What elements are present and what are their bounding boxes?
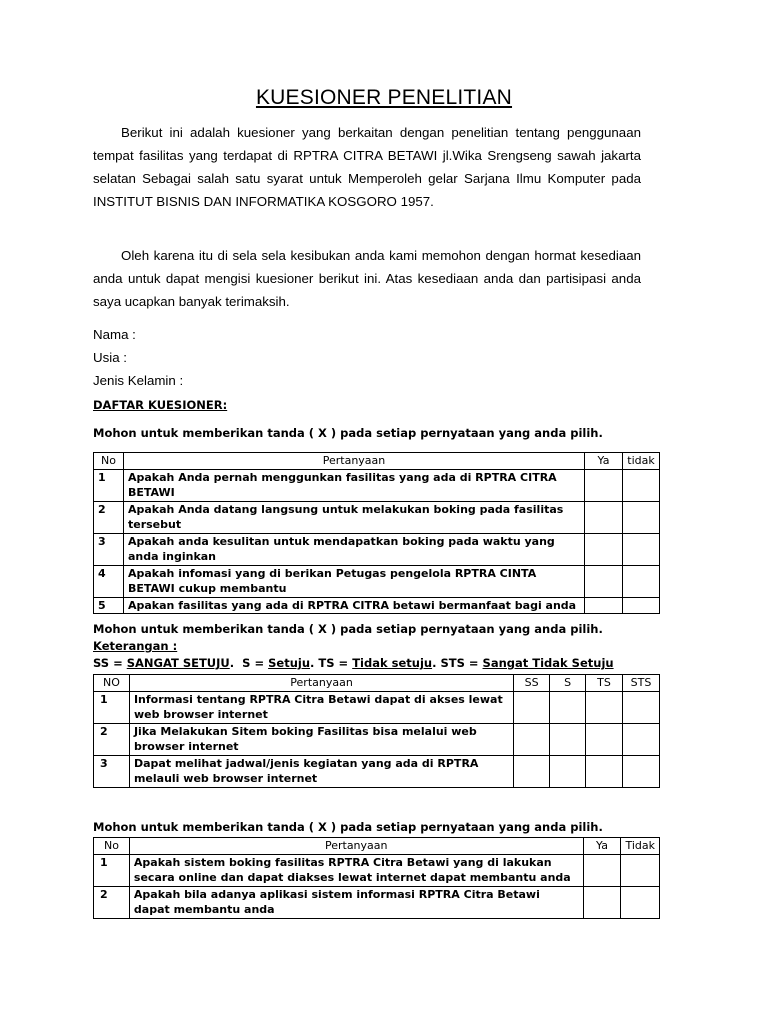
row-number: 3	[94, 755, 130, 787]
question-text: Apakah Anda pernah menggunkan fasilitas yang ada di RPTRA CITRA BETAWI	[123, 469, 584, 501]
table-row	[94, 469, 660, 501]
instruction-3: Mohon untuk memberikan tanda ( X ) pada setiap pernyataan yang anda pilih.	[93, 820, 603, 834]
table-row	[94, 501, 660, 533]
table-row	[94, 533, 660, 565]
header-yes: Ya	[583, 838, 621, 855]
answer-no-cell[interactable]	[622, 565, 659, 597]
legend-s-abbr: S	[242, 656, 251, 670]
table-row	[94, 597, 660, 614]
table-row	[94, 565, 660, 597]
answer-sts-cell[interactable]	[622, 755, 659, 787]
row-number: 1	[94, 691, 130, 723]
row-number: 2	[94, 501, 124, 533]
request-paragraph: Oleh karena itu di sela sela kesibukan anda kami memohon dengan hormat kesediaan anda untuk dapat mengisi kuesioner berikut ini. Atas kesediaan anda dan partisipasi anda saya ucapkan banyak terimaksih.	[93, 248, 641, 309]
header-yes: Ya	[585, 453, 623, 470]
answer-sts-cell[interactable]	[622, 723, 659, 755]
answer-s-cell[interactable]	[550, 723, 586, 755]
header-question: Pertanyaan	[129, 838, 583, 855]
table-row	[94, 854, 660, 886]
intro-paragraph: Berikut ini adalah kuesioner yang berkaitan dengan penelitian tentang penggunaan tempat fasilitas yang terdapat di RPTRA CITRA BETAWI jl.Wika Srengseng sawah jakarta selatan Sebagai salah satu syarat untuk Memperoleh gelar Sarjana Ilmu Komputer pada INSTITUT BISNIS DAN INFORMATIKA KOSGORO 1957.	[93, 125, 641, 209]
answer-yes-cell[interactable]	[583, 886, 621, 918]
table-row	[94, 755, 660, 787]
answer-no-cell[interactable]	[621, 886, 660, 918]
table-header-row	[94, 838, 660, 855]
legend-label: Keterangan :	[93, 639, 178, 653]
header-ss: SS	[514, 675, 550, 692]
header-no: No	[94, 838, 130, 855]
answer-sts-cell[interactable]	[622, 691, 659, 723]
row-number: 5	[94, 597, 124, 614]
header-no: NO	[94, 675, 130, 692]
answer-s-cell[interactable]	[550, 691, 586, 723]
table-header-row	[94, 453, 660, 470]
yes-no-table-1	[93, 452, 660, 614]
table-header-row	[94, 675, 660, 692]
likert-table	[93, 674, 660, 788]
page-title: KUESIONER PENELITIAN	[255, 86, 513, 109]
header-no-answer: Tidak	[621, 838, 660, 855]
question-text: Apakah bila adanya aplikasi sistem informasi RPTRA Citra Betawi dapat membantu anda	[129, 886, 583, 918]
question-text: Apakah Anda datang langsung untuk melakukan boking pada fasilitas tersebut	[123, 501, 584, 533]
legend-ss-text: SANGAT SETUJU	[126, 656, 230, 670]
header-sts: STS	[622, 675, 659, 692]
row-number: 1	[94, 854, 130, 886]
answer-ts-cell[interactable]	[586, 755, 623, 787]
legend-ts-abbr: TS	[318, 656, 335, 670]
legend-s-text: Setuju	[268, 656, 311, 670]
age-field-label: Usia :	[93, 350, 127, 365]
list-heading: DAFTAR KUESIONER:	[93, 398, 228, 412]
answer-no-cell[interactable]	[622, 469, 659, 501]
answer-yes-cell[interactable]	[585, 501, 623, 533]
legend-line: SS = SANGAT SETUJU. S = Setuju. TS = Tidak setuju. STS = Sangat Tidak Setuju	[93, 656, 614, 670]
question-text: Informasi tentang RPTRA Citra Betawi dapat di akses lewat web browser internet	[129, 691, 513, 723]
row-number: 4	[94, 565, 124, 597]
header-question: Pertanyaan	[123, 453, 584, 470]
question-text: Apakah infomasi yang di berikan Petugas pengelola RPTRA CINTA BETAWI cukup membantu	[123, 565, 584, 597]
yes-no-table-2	[93, 837, 660, 919]
table-row	[94, 886, 660, 918]
question-text: Jika Melakukan Sitem boking Fasilitas bisa melalui web browser internet	[129, 723, 513, 755]
header-s: S	[550, 675, 586, 692]
answer-yes-cell[interactable]	[585, 565, 623, 597]
header-question: Pertanyaan	[129, 675, 513, 692]
legend-ts-text: Tidak setuju	[352, 656, 433, 670]
instruction-2: Mohon untuk memberikan tanda ( X ) pada setiap pernyataan yang anda pilih.	[93, 622, 603, 636]
answer-no-cell[interactable]	[622, 501, 659, 533]
answer-ts-cell[interactable]	[586, 723, 623, 755]
header-no: No	[94, 453, 124, 470]
table-row	[94, 691, 660, 723]
header-no-answer: tidak	[622, 453, 659, 470]
answer-no-cell[interactable]	[621, 854, 660, 886]
row-number: 2	[94, 723, 130, 755]
answer-yes-cell[interactable]	[583, 854, 621, 886]
row-number: 3	[94, 533, 124, 565]
legend-sts-abbr: STS	[440, 656, 465, 670]
question-text: Dapat melihat jadwal/jenis kegiatan yang ada di RPTRA melauli web browser internet	[129, 755, 513, 787]
answer-ts-cell[interactable]	[586, 691, 623, 723]
row-number: 2	[94, 886, 130, 918]
gender-field-label: Jenis Kelamin :	[93, 373, 184, 388]
answer-no-cell[interactable]	[622, 533, 659, 565]
answer-no-cell[interactable]	[622, 597, 659, 614]
legend-ss-abbr: SS	[93, 656, 110, 670]
answer-ss-cell[interactable]	[514, 755, 550, 787]
answer-yes-cell[interactable]	[585, 533, 623, 565]
row-number: 1	[94, 469, 124, 501]
answer-ss-cell[interactable]	[514, 723, 550, 755]
answer-yes-cell[interactable]	[585, 469, 623, 501]
answer-s-cell[interactable]	[550, 755, 586, 787]
name-field-label: Nama :	[93, 327, 136, 342]
instruction-1: Mohon untuk memberikan tanda ( X ) pada setiap pernyataan yang anda pilih.	[93, 426, 603, 440]
answer-ss-cell[interactable]	[514, 691, 550, 723]
legend-sts-text: Sangat Tidak Setuju	[482, 656, 614, 670]
answer-yes-cell[interactable]	[585, 597, 623, 614]
question-text: Apakah sistem boking fasilitas RPTRA Citra Betawi yang di lakukan secara online dan dapat diakses lewat internet dapat membantu anda	[129, 854, 583, 886]
question-text: Apakan fasilitas yang ada di RPTRA CITRA betawi bermanfaat bagi anda	[123, 597, 584, 614]
table-row	[94, 723, 660, 755]
question-text: Apakah anda kesulitan untuk mendapatkan boking pada waktu yang anda inginkan	[123, 533, 584, 565]
header-ts: TS	[586, 675, 623, 692]
